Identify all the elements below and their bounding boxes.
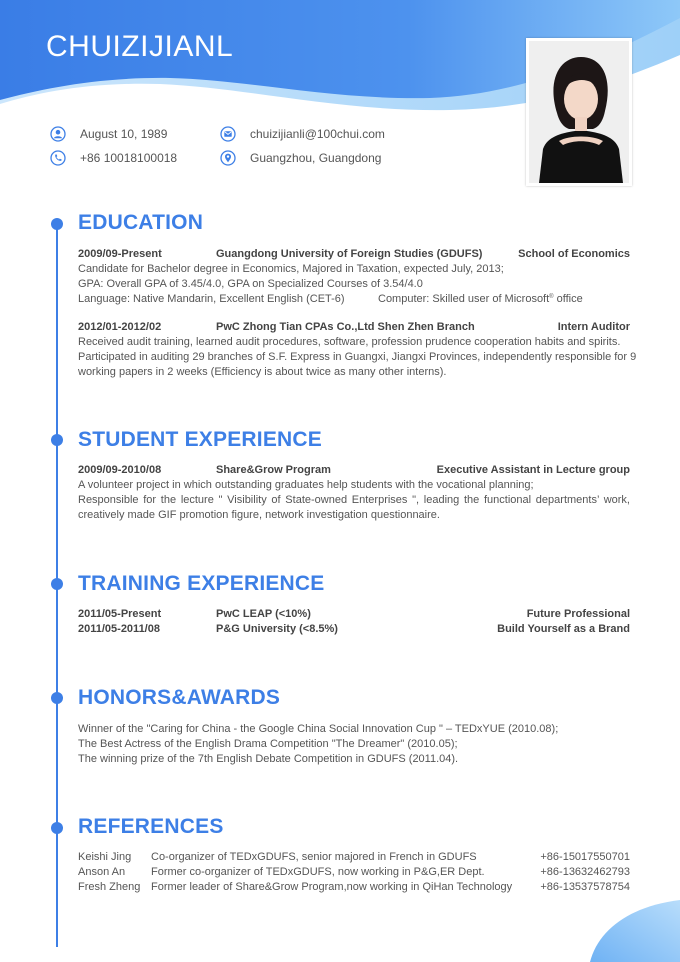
training-date: 2011/05-2011/08 [78, 623, 160, 635]
training-row [78, 607, 630, 622]
detail-line: Received audit training, learned audit procedures, software, profession prudence cooperation habits and spirits. [78, 336, 621, 348]
entry-date: 2009/09-Present [78, 248, 162, 260]
mail-icon [220, 126, 236, 142]
computer-text: Computer: Skilled user of Microsoft® office [378, 293, 583, 305]
honor-line: Winner of the "Caring for China - the Google China Social Innovation Cup " – TEDxYUE (2010.08); [78, 723, 559, 735]
entry-role: Intern Auditor [557, 321, 630, 333]
detail-line: Participated in auditing 29 branches of S.F. Express in Guangxi, Jiangxi Provinces, independently responsible for 9 [78, 351, 637, 363]
training-org: PwC LEAP (<10%) [216, 608, 311, 620]
location-contact [220, 150, 381, 166]
phone-text: +86 10018100018 [80, 151, 178, 165]
training-note: Build Yourself as a Brand [497, 623, 630, 635]
corner-wave-decoration [590, 900, 680, 962]
training-note: Future Professional [526, 608, 630, 620]
skills-line [78, 292, 630, 307]
email-text: chuizijianli@100chui.com [250, 127, 385, 141]
entry-role: School of Economics [518, 248, 630, 260]
detail-line: Responsible for the lecture " Visibility of State-owned Enterprises ", leading the functional departments’ work, [78, 494, 630, 506]
timeline-dot [51, 434, 63, 446]
detail-line: creatively made GIF promotion figure, network investigation questionnaire. [78, 509, 440, 521]
entry-role: Executive Assistant in Lecture group [436, 464, 630, 476]
reference-name: Keishi Jing [78, 851, 132, 863]
entry-org: Share&Grow Program [216, 464, 331, 476]
language-text: Language: Native Mandarin, Excellent English (CET-6) [78, 293, 345, 305]
timeline-dot [51, 692, 63, 704]
location-pin-icon [220, 150, 236, 166]
education-entry-details [78, 262, 630, 307]
profile-photo [526, 38, 632, 186]
honors-awards-title: HONORS&AWARDS [78, 686, 281, 709]
training-date: 2011/05-Present [78, 608, 162, 620]
reference-phone: +86-13537578754 [540, 881, 630, 893]
reference-phone: +86-13632462793 [540, 866, 630, 878]
training-org: P&G University (<8.5%) [216, 623, 338, 635]
reference-desc: Former leader of Share&Grow Program,now working in QiHan Technology [151, 881, 513, 893]
education-entry-header [78, 320, 630, 335]
references-title: REFERENCES [78, 815, 224, 838]
student-entry-details [78, 478, 630, 523]
reference-desc: Co-organizer of TEDxGDUFS, senior majored in French in GDUFS [151, 851, 477, 863]
student-experience-title: STUDENT EXPERIENCE [78, 428, 322, 451]
training-experience-title: TRAINING EXPERIENCE [78, 572, 325, 595]
reference-row [78, 850, 630, 865]
entry-org: Guangdong University of Foreign Studies (GDUFS) [216, 248, 483, 260]
honors-list [78, 722, 630, 767]
honor-line: The winning prize of the 7th English Debate Competition in GDUFS (2011.04). [78, 753, 459, 765]
detail-line: working papers in 2 weeks (Efficiency is about twice as many other interns). [78, 366, 447, 378]
candidate-name: CHUIZIJIANL [46, 30, 234, 63]
reference-desc: Former co-organizer of TEDxGDUFS, now working in P&G,ER Dept. [151, 866, 485, 878]
timeline-dot [51, 218, 63, 230]
birthday-text: August 10, 1989 [80, 127, 168, 141]
birthday-contact [50, 126, 167, 142]
phone-contact [50, 150, 177, 166]
person-icon [50, 126, 66, 142]
entry-org: PwC Zhong Tian CPAs Co.,Ltd Shen Zhen Branch [216, 321, 475, 333]
entry-date: 2012/01-2012/02 [78, 321, 162, 333]
timeline-dot [51, 822, 63, 834]
education-entry-header [78, 247, 630, 262]
timeline-dot [51, 578, 63, 590]
location-text: Guangzhou, Guangdong [250, 151, 382, 165]
detail-line: Candidate for Bachelor degree in Economics, Majored in Taxation, expected July, 2013; [78, 263, 504, 275]
phone-icon [50, 150, 66, 166]
reference-name: Fresh Zheng [78, 881, 141, 893]
email-contact [220, 126, 385, 142]
student-entry-header [78, 463, 630, 478]
detail-line: A volunteer project in which outstanding graduates help students with the vocational planning; [78, 479, 534, 491]
training-row [78, 622, 630, 637]
reference-row [78, 880, 630, 895]
education-entry-details [78, 335, 637, 380]
reference-phone: +86-15017550701 [540, 851, 630, 863]
detail-line: GPA: Overall GPA of 3.45/4.0, GPA on Specialized Courses of 3.54/4.0 [78, 278, 423, 290]
reference-row [78, 865, 630, 880]
education-title: EDUCATION [78, 211, 204, 234]
entry-date: 2009/09-2010/08 [78, 464, 162, 476]
reference-name: Anson An [78, 866, 126, 878]
honor-line: The Best Actress of the English Drama Competition "The Dreamer" (2010.05); [78, 738, 458, 750]
portrait-illustration [529, 41, 629, 183]
